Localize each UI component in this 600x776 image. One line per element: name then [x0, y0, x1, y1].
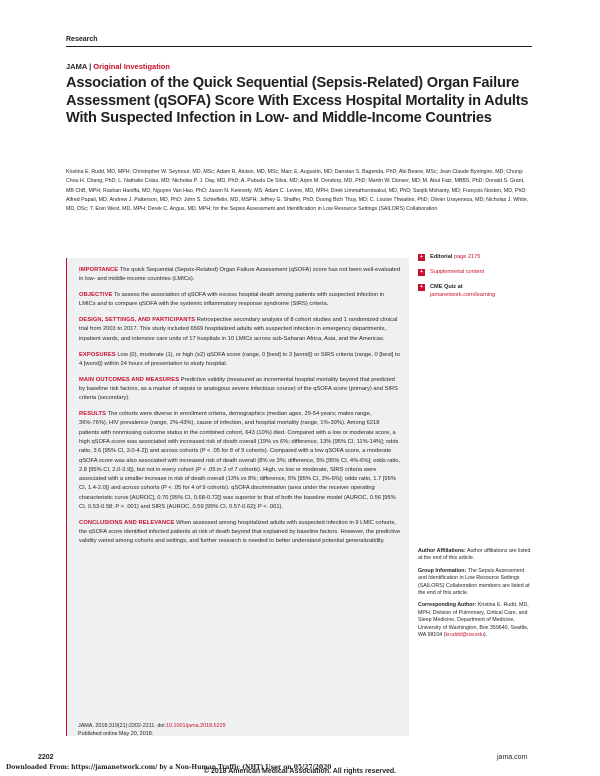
corresponding-author	[418, 602, 534, 639]
group-information	[418, 568, 534, 598]
plus-icon: +	[419, 284, 424, 290]
abstract-heading: RESULTS	[79, 411, 107, 418]
link-label: CME Quiz at	[430, 284, 463, 290]
supplemental-link[interactable]	[418, 268, 538, 276]
journal-separator: |	[89, 62, 92, 71]
citation-ref: JAMA. 2018;319(21):2202-2211. doi:	[78, 723, 167, 729]
abstract-text: When assessed among hospitalized adults with suspected infection in 9 LMIC cohorts, the qSOFA score identified infected patients at risk of death beyond that explained by baseline factors. However, the predictive validity varied among cohorts and settings, and further research is needed to better understand potential generalizability.	[79, 519, 401, 545]
citation-line	[78, 722, 398, 730]
citation	[78, 722, 398, 738]
abstract-heading: IMPORTANCE	[79, 267, 119, 273]
abstract-text: The cohorts were diverse in enrollment criteria, demographics (median ages, 29-54 years; males range, 36%-76%), HIV prevalence (range, 2%-43%), cause of infection, and hospital mortality (range, 1%-39%). Among 6218 patients with nonmissing outcome status in the combined cohort, 643 (10%) died. Compared with a low or moderate score, a high qSOFA score was associated with increased risk of death overall (19% vs 6%; difference, 13% [95% CI, 11%-14%]; odds ratio, 3.6 [95% CI, 3.0-4.2]) and across cohorts (P < .05 for 8 of 9 cohorts). Compared with a low qSOFA score, a moderate qSOFA score was also associated with increased risk of death overall (8% vs 3%; difference, 5% [95% CI, 4%-6%]; odds ratio, 2.8 [95% CI, 2.0-3.9]), but not in every cohort (P < .05 in 2 of 7 cohorts). High, vs low or moderate, SIRS criteria were associated with a smaller increase in risk of death overall (13% vs 8%; difference, 5% [95% CI, 3%-6%]; odds ratio, 1.7 [95% CI, 1.4-2.0]) and across cohorts (P < .05 for 4 of 9 cohorts). qSOFA discrimination (area under the receiver operating characteristic curve [AUROC], 0.70 [95% CI, 0.68-0.72]) was superior to that of both the baseline model (AUROC, 0.56 [95% CI, 0.53-0.58; P < .001) and SIRS (AUROC, 0.59 [95% CI, 0.57-0.62]; P < .001).	[79, 411, 401, 511]
link-ref[interactable]: page 2175	[453, 254, 481, 260]
plus-icon: +	[419, 269, 424, 275]
link-ref[interactable]: jamanetwork.com/learning	[430, 292, 496, 298]
journal-line	[66, 62, 170, 71]
abstract-text: The quick Sequential (Sepsis-Related) Organ Failure Assessment (qSOFA) score has not been well-evaluated in low- and middle-income countries (LMICs).	[79, 267, 401, 283]
copyright: © 2018 American Medical Association. All rights reserved.	[203, 768, 397, 775]
article-type: Original Investigation	[93, 62, 170, 71]
group-heading: Group Information:	[418, 567, 467, 574]
corr-text: Kristina E. Rudd, MD, MPH, Division of Pulmonary, Critical Care, and Sleep Medicine, Department of Medicine, University of Washington, Box 359640, Seattle, WA 98104 (	[418, 602, 529, 639]
abstract-text: Low (0), moderate (1), or high (≥2) qSOFA score (range, 0 [best] to 3 [worst]) or SIRS criteria (range, 0 [best] to 4 [worst]) within 24 hours of presentation to study hospital.	[79, 351, 400, 367]
abstract-heading: OBJECTIVE	[79, 292, 113, 299]
corr-end: ).	[483, 632, 488, 639]
corr-heading: Corresponding Author:	[418, 602, 477, 609]
download-notice: Downloaded From: https://jamanetwork.com/ by a Non-Human Traffic (NHT) User on 05/27/2020	[6, 764, 332, 771]
group-text: The Sepsis Assessment and Identification in Low Resource Settings (SAILORS) Collaboration members are listed at the end of this article.	[418, 567, 530, 597]
abstract-exposures	[79, 351, 401, 370]
abstract-conclusions	[79, 519, 401, 547]
abstract-heading: DESIGN, SETTINGS, AND PARTICIPANTS	[79, 317, 196, 324]
doi-link[interactable]: 10.1001/jama.2018.6229	[166, 723, 226, 729]
affil-text: Author affiliations are listed at the end of this article.	[418, 548, 531, 562]
author-affiliations	[418, 548, 534, 563]
author-list: Kristina E. Rudd, MD, MPH; Christopher W. Seymour, MD, MSc; Adam R. Aluisio, MD, MSc; Marc E. Augustin, MD; Danstan S. Bagenda, PhD; Abi Beane, MSc; Jean Claude Byiringiro, MD; Chung-Chou H. Chang, PhD; L. Nathalie Colas, MD; Nicholas P. J. Day, MD, PhD; A. Pubudu De Silva, MD; Arjen M. Dondorp, MD, PhD; Martin W. Dünser, MD; M. Abul Faiz, MBBS, PhD; Donald S. Grant, MB ChB, MPH; Rashan Haniffa, MD; Nguyen Van Hao, PhD; Jason N. Kennedy, MS; Adam C. Levine, MD, MPH; Direk Limmathurotsakul, MD, PhD; Sanjib Mohanty, MD; François Nosten, MD, PhD; Alfred Papali, MD; Andrew J. Patterson, MD, PhD; John S. Schieffelin, MD, MSPH; Jeffrey G. Shaffer, PhD; Duong Bich Thuy, MD; C. Louise Thwaites, PhD; Olivier Urayeneza, MD; Nicholas J. White, MD, DSc; T. Eoin West, MD, MPH; Derek C. Angus, MD, MPH; for the Sepsis Assessment and Identification in Low Resource Settings (SAILORS) Collaboration	[66, 169, 529, 213]
abstract-importance	[79, 266, 401, 285]
affiliations	[418, 548, 534, 644]
abstract-box	[66, 258, 409, 736]
abstract-results	[79, 410, 401, 512]
sidebar-links	[418, 253, 538, 306]
page-number: 2202	[38, 754, 54, 761]
abstract-text: Retrospective secondary analysis of 8 cohort studies and 1 randomized clinical trial from 2003 to 2017. This study included 6569 hospitalized adults with suspected infection in emergency departments, inpatient wards, and intensive care units of 17 hospitals in 10 LMICs across sub-Saharan Africa, Asia, and the Americas.	[79, 317, 398, 342]
corr-email[interactable]: kruddd@uw.edu	[445, 632, 484, 639]
abstract-heading: MAIN OUTCOMES AND MEASURES	[79, 376, 180, 383]
abstract-text: To assess the association of qSOFA with excess hospital death among patients with suspected infection in LMICs and to compare qSOFA with the systemic inflammatory response syndrome (SIRS) criteria.	[79, 292, 385, 308]
abstract-objective	[79, 291, 401, 310]
journal-url[interactable]: jama.com	[497, 754, 528, 761]
header-rule	[66, 46, 532, 47]
cme-quiz-link[interactable]	[418, 283, 538, 299]
plus-icon: +	[419, 254, 424, 260]
editorial-link[interactable]	[418, 253, 538, 261]
article-title: Association of the Quick Sequential (Sepsis-Related) Organ Failure Assessment (qSOFA) Score With Excess Hospital Mortality in Adults With Suspected Infection in Low- and Middle-Income Countries	[66, 75, 529, 126]
published-date: Published online May 20, 2018.	[78, 731, 154, 737]
abstract-text: Predictive validity (measured as incremental hospital mortality beyond that predicted by baseline risk factors, as a marker of sepsis or analogous severe infectious course) of the qSOFA score (primary) and SIRS criteria (secondary).	[79, 376, 398, 402]
abstract-heading: CONCLUSIONS AND RELEVANCE	[79, 519, 175, 526]
abstract-outcomes	[79, 376, 401, 404]
link-label[interactable]: Supplemental content	[430, 269, 485, 275]
link-label: Editorial	[430, 254, 453, 260]
abstract-design	[79, 316, 401, 344]
abstract-heading: EXPOSURES	[79, 351, 116, 358]
affil-heading: Author Affiliations:	[418, 548, 466, 554]
journal-name: JAMA	[66, 62, 87, 71]
section-label: Research	[66, 36, 98, 43]
